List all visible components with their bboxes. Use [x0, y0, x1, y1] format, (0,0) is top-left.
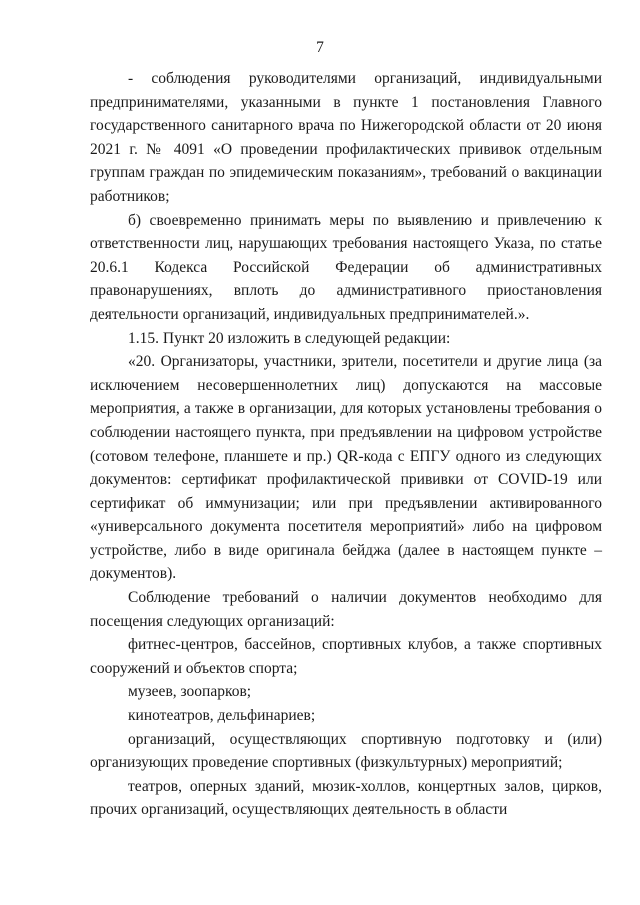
- list-item-theatres: театров, оперных зданий, мюзик-холлов, концертных залов, цирков, прочих организаций, осуществляющих деятельность в области: [90, 777, 602, 819]
- paragraph-clause-1-15: 1.15. Пункт 20 изложить в следующей редакции:: [128, 329, 451, 347]
- paragraph-compliance-heads: - соблюдения руководителями организаций, индивидуальными предпринимателями, указанными в пункте 1 постановления Главного государственного санитарного врача по Нижегородской области от 20 июня 2021 г. № 4091 «О проведении профилактических прививок отдельным группам граждан по эпидемическим показаниям», требований о вакцинации работников;: [90, 70, 602, 205]
- document-body: [90, 67, 602, 822]
- list-item-museums: музеев, зоопарков;: [128, 683, 252, 701]
- list-item-fitness: фитнес-центров, бассейнов, спортивных клубов, а также спортивных сооружений и объектов спорта;: [90, 636, 602, 677]
- page-number: 7: [316, 39, 324, 56]
- paragraph-measures-responsibility: б) своевременно принимать меры по выявлению и привлечению к ответственности лиц, нарушающих требования настоящего Указа, по статье 20.6.1 Кодекса Российской Федерации об административных правонарушениях, вплоть до административного приостановления деятельности организаций, индивидуальных предпринимателей.».: [90, 211, 602, 323]
- list-item-sports-organizations: организаций, осуществляющих спортивную подготовку и (или) организующих проведение спортивных (физкультурных) мероприятий;: [90, 730, 602, 772]
- paragraph-documents-required: Соблюдение требований о наличии документов необходимо для посещения следующих организаций:: [90, 589, 602, 630]
- list-item-cinemas: кинотеатров, дельфинариев;: [128, 707, 316, 725]
- paragraph-clause-20: «20. Организаторы, участники, зрители, посетители и другие лица (за исключением несовершеннолетних лиц) допускаются на массовые мероприятия, а также в организации, для которых установлены требования о соблюдении настоящего пункта, при предъявлении на цифровом устройстве (сотовом телефоне, планшете и пр.) QR-кода с ЕПГУ одного из следующих документов: сертификат профилактической прививки от COVID-19 или сертификат об иммунизации; или при предъявлении активированного «универсального документа посетителя мероприятий» либо на цифровом устройстве, либо в виде оригинала бейджа (далее в настоящем пункте – документов).: [90, 353, 602, 583]
